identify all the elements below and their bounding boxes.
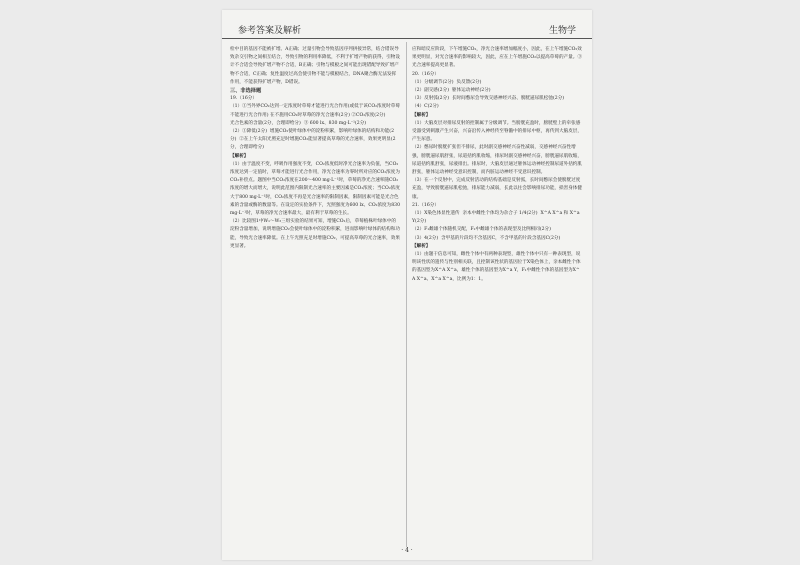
paragraph: （3）4(2分) 含甲基的片段均不含基因C，不含甲基的片段含基因C(2分): [412, 235, 561, 241]
section-heading: 三、非选择题: [230, 88, 262, 95]
header-right-title: 生物学: [548, 26, 576, 36]
paragraph: （1）由题干信息可知，雌性个体中有两种表现型，雄性个体中只有一种表现型，说明该性状的遗传与性别相关联，且控制该性状的基因位于X染色体上，亲本雌性个体的基因型为X^A X^a，雄性个体的基因型为X^a Y，F₁中雌性个体的基因型为X^A X^a、X^a X^a，比例为1：1。: [412, 252, 581, 282]
paragraph: （1）大脑皮层对排尿反射的控制属于分级调节。当膀胱充盈时，膀胱壁上的牵张感受器受到刺激产生兴奋，兴奋沿传入神经传至脊髓中的排尿中枢，再传到大脑皮层，产生尿意。: [412, 120, 582, 143]
answer-sheet-page: [222, 10, 592, 560]
paragraph: （1）①当外界CO₂达到一定浓度时草莓才能进行光合作用(或低于该CO₂浓度时草莓不能进行光合作用) 在不施用CO₂时草莓的净光合速率(2分) ②CO₂浓度(2分): [230, 104, 400, 118]
paragraph: （1）分级调节(2分) 负反馈(2分): [412, 79, 482, 85]
paragraph: 20.（16分）: [412, 71, 439, 77]
analysis-tag: 【解析】: [412, 243, 431, 249]
header-left-title: 参考答案及解析: [238, 26, 302, 36]
page-number: · 4 ·: [401, 547, 413, 554]
paragraph: （1）由于温度不变，呼吸作用强度不变，CO₂浓度低时净光合速率为负值，当CO₂浓度达到一定值时，草莓才能进行光合作用，净光合速率为零时所对应的CO₂浓度为CO₂补偿点。题图中当CO₂浓度在200～400 mg·L⁻¹时，草莓的净光合速率随CO₂浓度的增大而增大，说明此范围内限制光合速率的主要因素是CO₂浓度；当CO₂浓度大于800 mg·L⁻¹时，CO₂浓度不再是光合速率的限制因素，限制因素可能是光合色素的含量或酶的数量等。在设定的实验条件下，光照强度为600 lx、CO₂浓度为830 mg·L⁻¹时，草莓的净光合速率最大，最有利于草莓的生长。: [230, 161, 402, 217]
paragraph: （1）X染色体显性遗传 亲本中雌性个体均为杂合子 1/4(2分) X^A X^a 和 X^a Y(2分): [412, 211, 582, 225]
paragraph: （3）反射弧(2分) 长时间憋尿会导致交感神经兴奋、膀胱逼尿肌松弛(2分): [412, 96, 565, 102]
analysis-tag: 【解析】: [412, 112, 431, 118]
paragraph: （2）比较图1中W₁～W₃三组实验的结果可知，增施CO₂后，草莓植株叶绿体中的淀粉含量增加，说明增施CO₂会使叶绿体中的淀粉积累，进而影响叶绿体的结构和功能，导致光合速率降低。在上午光照充足时增施CO₂，可提高草莓的光合速率，效果更显著。: [230, 219, 400, 249]
analysis-tag: 【解析】: [230, 153, 249, 159]
paragraph: 检中目的基因不能被扩增。A正确；过量引物会导致基因序列拼接异常，结合错误导致杂交引物之间相互结合，导致引物的利用率降低，不利于扩增产物的获得，引物设计不合适会导致扩增产物不合适，B正确；引物与模板之间可能出现错配导致扩增产物不合适，C正确；复性温度过高会使引物不能与模板结合，DNA聚合酶无法发挥作用，不能获得扩增产物，D错误。: [230, 47, 400, 85]
column-divider: [406, 42, 407, 547]
paragraph: （2）①降低(2分) 增施CO₂使叶绿体中的淀粉积累，影响叶绿体的结构和功能(2分) ②在上午太阳光照充足时增施CO₂能显著提高草莓的光合速率，效果更明显(2分，合理即给分): [230, 129, 396, 151]
paragraph: 21.（16分）: [412, 202, 439, 208]
paragraph: 应和暗反应阶段，下午增施CO₂，净光合速率增加幅度小，因此，在上午增施CO₂效果更明显，对光合速率的影响较大，因此，应在上午增施CO₂以提高草莓的产量。③光合速率提高更显著。: [412, 47, 582, 69]
left-text-column: [230, 46, 400, 251]
page-header: [222, 22, 592, 39]
paragraph: （3）在一个反射中，完成反射活动的结构基础是反射弧，长时间憋尿会使膀胱过度充盈，导致膀胱逼尿肌松弛，排尿能力减弱，长此以往会影响排尿功能，损害身体健康。: [412, 178, 582, 200]
right-text-column: [412, 46, 582, 284]
paragraph: （2）F₁雌雄个体随机交配，F₂中雌雄个体的表现型及比例相同(2分): [412, 227, 551, 233]
paragraph: 19.（16分）: [230, 96, 257, 102]
paragraph: （2）憋尿时膀胱扩张但不排尿，此时副交感神经兴奋性减弱，交感神经兴奋性增强，膀胱逼尿肌舒张，尿道括约肌收缩，排尿时副交感神经兴奋，膀胱逼尿肌收缩，尿道括约肌舒张，尿液排出。排尿时，大脑皮层通过躯体运动神经控制尿道外括约肌舒张，躯体运动神经受意识控制，而内脏运动神经不受意识控制。: [412, 145, 582, 176]
paragraph: （2）副交感(2分) 躯体运动神经(2分): [412, 88, 491, 94]
paragraph: 光合色素的含量(2分，合理即给分) ③ 600 lx、830 mg·L⁻¹(2分): [230, 120, 367, 126]
paragraph: （4）C(2分): [412, 104, 439, 110]
